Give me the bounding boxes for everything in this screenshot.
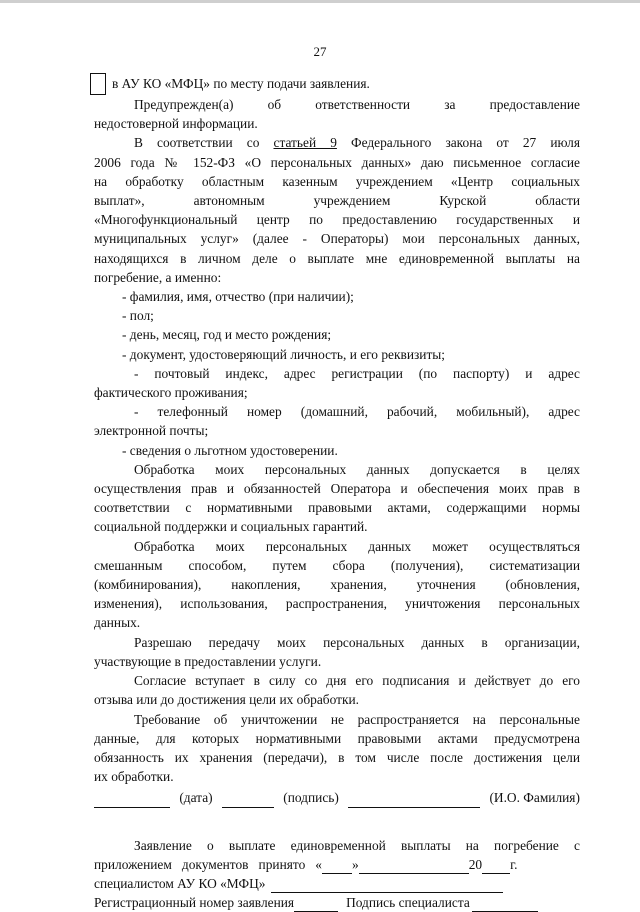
warning-line-1: Предупрежден(а) об ответственности за предоставление <box>134 97 580 112</box>
specialist-sign-label: Подпись специалиста <box>346 895 470 911</box>
consent-line: муниципальных услуг» (далее - Операторы) мои персональных данных, <box>94 231 580 247</box>
quote-close: » <box>352 856 359 872</box>
destroy-line: Требование об уничтожении не распространяется на персональные <box>134 711 580 727</box>
year-blank[interactable] <box>482 860 510 874</box>
list-item-phone: - телефонный номер (домашний, рабочий, мобильный), адрес <box>134 404 580 420</box>
list-item-name: - фамилия, имя, отчество (при наличии); <box>122 289 354 305</box>
processing-line: смешанным способом, путем сбора (получения), систематизации <box>94 557 580 573</box>
specialist-blank[interactable] <box>271 879 503 893</box>
acceptance-text: приложением документов принято « <box>94 856 323 872</box>
consent-line-1 <box>94 133 580 152</box>
purpose-line: Обработка моих персональных данных допускается в целях <box>134 461 580 477</box>
list-item-birth: - день, месяц, год и место рождения; <box>122 327 332 343</box>
signature-row <box>94 788 580 807</box>
processing-line: (комбинирования), накопления, хранения, уточнения (обновления, <box>94 577 580 593</box>
specialist-sign-blank[interactable] <box>472 898 538 912</box>
signature-blank[interactable] <box>222 794 274 808</box>
processing-line: Обработка моих персональных данных может осуществляться <box>134 538 580 554</box>
month-blank[interactable] <box>359 860 469 874</box>
purpose-line: соответствии с нормативными правовыми актами, содержащими нормы <box>94 500 580 516</box>
reg-number-blank[interactable] <box>294 898 338 912</box>
transfer-line: Разрешаю передачу моих персональных данных в организации, <box>134 634 580 650</box>
specialist-text: специалистом АУ КО «МФЦ» <box>94 875 266 891</box>
effect-line: отзыва или до достижения цели их обработки. <box>94 692 360 708</box>
name-blank[interactable] <box>348 794 480 808</box>
consent-line: на обработку областным казенным учреждением «Центр социальных <box>94 173 580 189</box>
top-border-line <box>0 0 640 3</box>
consent-line-last: погребение, а именно: <box>94 269 222 285</box>
consent-text-a: В соответствии со <box>134 135 260 151</box>
list-item-benefit: - сведения о льготном удостоверении. <box>122 442 338 458</box>
document-body <box>94 73 580 912</box>
purpose-line: социальной поддержки и социальных гарантий. <box>94 519 368 535</box>
office-choice-row <box>94 73 580 95</box>
day-blank[interactable] <box>322 860 352 874</box>
date-caption: (дата) <box>179 790 213 806</box>
list-item-address: - почтовый индекс, адрес регистрации (по паспорту) и адрес <box>134 365 580 381</box>
destroy-line: обязанность их хранения (передачи), в том числе после достижения цели <box>94 749 580 765</box>
office-choice-label: в АУ КО «МФЦ» по месту подачи заявления. <box>112 76 370 92</box>
year-suffix: г. <box>510 856 518 872</box>
article-link[interactable]: статьей 9 <box>273 135 337 151</box>
list-item-address-cont: фактического проживания; <box>94 385 248 401</box>
acceptance-line-3 <box>94 874 580 893</box>
purpose-line: осуществления прав и обязанностей Оператора и обеспечения моих прав в <box>94 481 580 497</box>
list-item-identity: - документ, удостоверяющий личность, и его реквизиты; <box>122 346 446 362</box>
warning-line-2: недостоверной информации. <box>94 116 258 132</box>
consent-line: выплат», автономным учреждением Курской области <box>94 193 580 209</box>
transfer-line: участвующие в предоставлении услуги. <box>94 653 322 669</box>
destroy-line: данные, для которых нормативными правовыми актами предусмотрена <box>94 730 580 746</box>
consent-line: 2006 года № 152-ФЗ «О персональных данных» даю письменное согласие <box>94 154 580 170</box>
destroy-line: их обработки. <box>94 769 174 785</box>
registration-row <box>94 893 580 912</box>
page-number: 27 <box>313 44 327 59</box>
list-item-phone-cont: электронной почты; <box>94 423 209 439</box>
date-blank[interactable] <box>94 794 170 808</box>
signature-caption: (подпись) <box>283 790 339 806</box>
acceptance-line-2 <box>94 855 580 874</box>
office-checkbox[interactable] <box>90 73 106 95</box>
processing-line: изменения), использования, распространения, уничтожения персональных <box>94 596 580 612</box>
consent-line: «Многофункциональный центр по предоставлению государственных и <box>94 212 580 228</box>
acceptance-line-1: Заявление о выплате единовременной выплаты на погребение с <box>134 837 580 853</box>
spacer <box>94 808 580 836</box>
year-prefix: 20 <box>468 856 483 872</box>
reg-number-label: Регистрационный номер заявления <box>94 895 295 911</box>
consent-text-b: Федерального закона от 27 июля <box>351 135 580 151</box>
list-item-sex: - пол; <box>122 308 154 324</box>
name-caption: (И.О. Фамилия) <box>489 790 580 806</box>
processing-line: данных. <box>94 615 141 631</box>
consent-line: находящихся в личном деле о выплате мне единовременной выплаты на <box>94 250 580 266</box>
effect-line: Согласие вступает в силу со дня его подписания и действует до его <box>134 673 580 689</box>
